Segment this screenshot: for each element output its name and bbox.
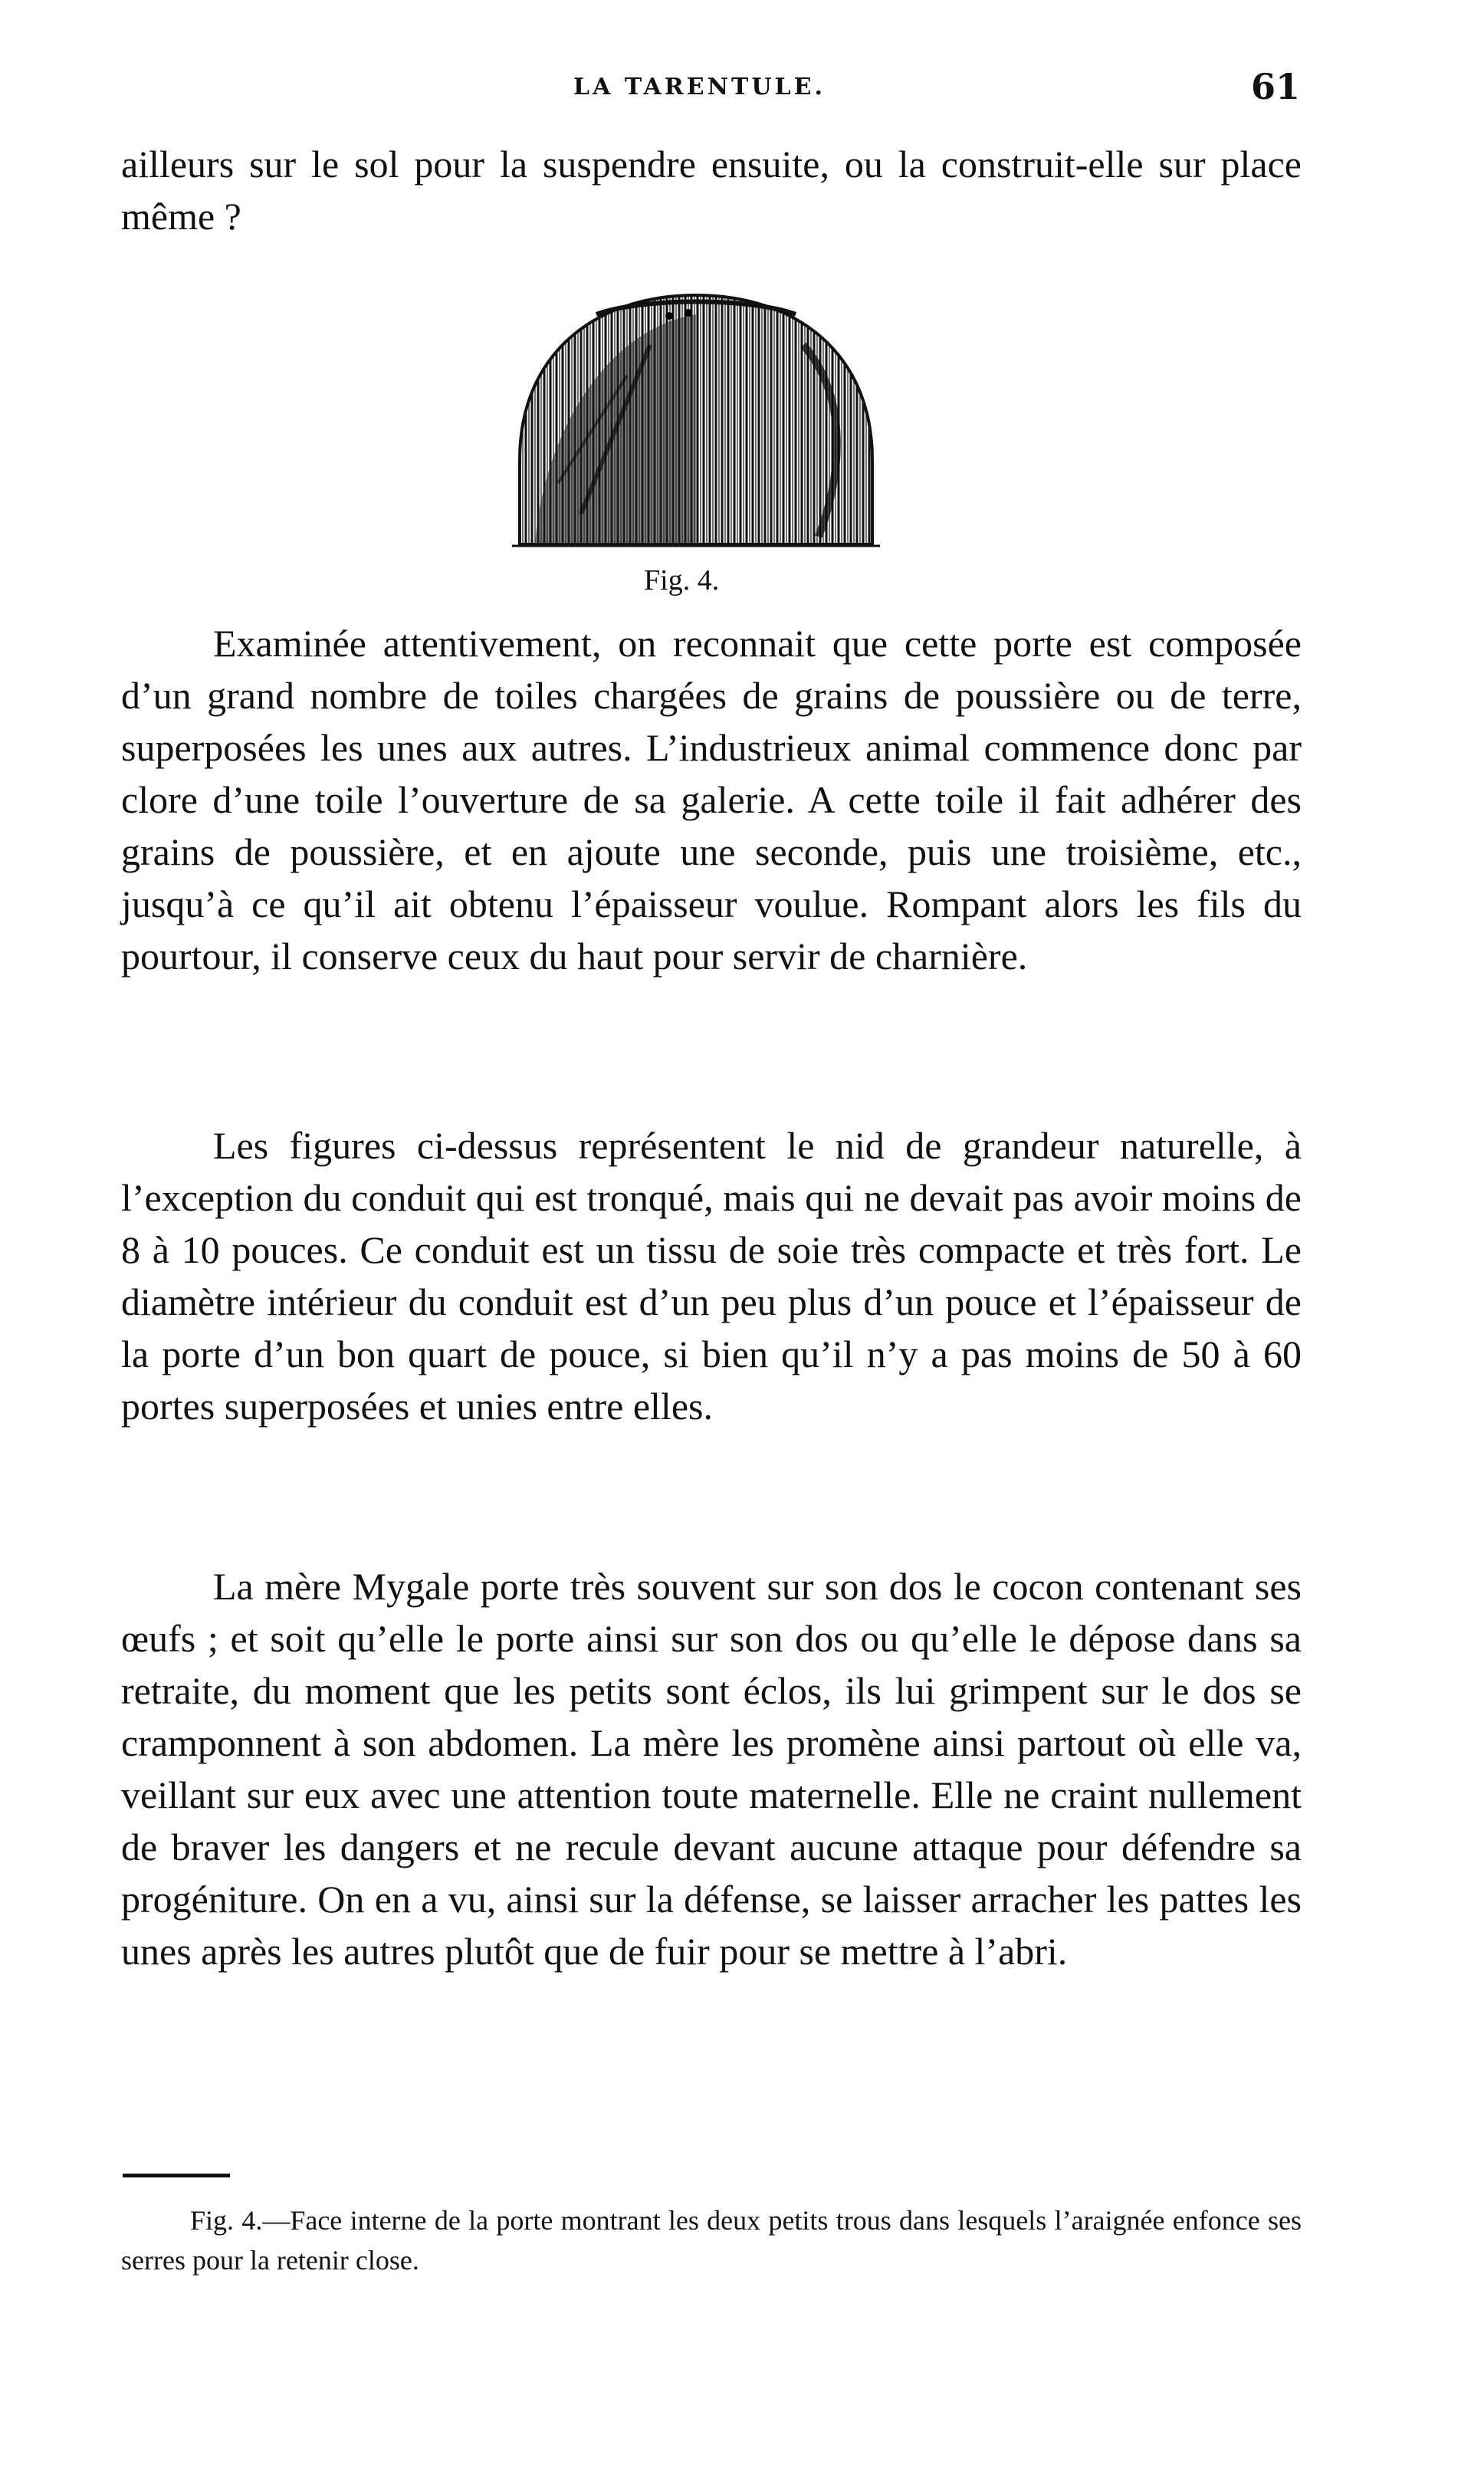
paragraph-1	[121, 617, 1302, 982]
page-number: 61	[1250, 66, 1300, 107]
paragraph-text: Les figures ci-dessus représentent le nid de grandeur naturelle, à l’exception du conduit qui est tronqué, mais qui ne devait pas avoir moins de 8 à 10 pouces. Ce conduit est un tissu de soie très compacte et très fort. Le diamètre intérieur du conduit est d’un peu plus d’un pouce et l’épaisseur de la porte d’un bon quart de pouce, si bien qu’il n’y a pas moins de 50 à 60 portes superposées et unies entre elles.	[121, 1124, 1302, 1428]
paragraph-3	[121, 1560, 1302, 1977]
running-title: LA TARENTULE.	[573, 74, 826, 100]
continued-paragraph	[121, 138, 1302, 242]
figure-label: Fig. 4.	[644, 564, 720, 596]
paragraph-text: La mère Mygale porte très souvent sur son dos le cocon contenant ses œufs ; et soit qu’elle le porte ainsi sur son dos ou qu’elle le dépose dans sa retraite, du moment que les petits sont éclos, ils lui grimpent sur le dos se cramponnent à son abdomen. La mère les promène ainsi partout où elle va, veillant sur eux avec une attention toute maternelle. Elle ne craint nullement de braver les dangers et ne recule devant aucune attaque pour défendre sa progéniture. On en a vu, ainsi sur la défense, se laisser arracher les pattes les unes après les autres plutôt que de fuir pour se mettre à l’abri.	[121, 1565, 1302, 1973]
footnote-separator	[123, 2174, 230, 2177]
paragraph-text: ailleurs sur le sol pour la suspendre ensuite, ou la construit-elle sur place même ?	[121, 143, 1302, 238]
footnote: Fig. 4.—Face interne de la porte montrant les deux petits trous dans lesquels l’araignée enfonce ses serres pour la retenir close.	[121, 2205, 1302, 2276]
claw-hole-left	[665, 312, 673, 320]
claw-hole-right	[685, 309, 692, 317]
trapdoor-illustration	[512, 284, 880, 552]
paragraph-2	[121, 1119, 1302, 1432]
paragraph-text: Examinée attentivement, on reconnait que cette porte est composée d’un grand nombre de toiles chargées de grains de poussière ou de terre, superposées les unes aux autres. L’industrieux animal commence donc par clore d’une toile l’ouverture de sa galerie. A cette toile il fait adhérer des grains de poussière, et en ajoute une seconde, puis une troisième, etc., jusqu’à ce qu’il ait obtenu l’épaisseur voulue. Rompant alors les fils du pourtour, il conserve ceux du haut pour servir de charnière.	[121, 622, 1302, 978]
page-header	[121, 66, 1300, 117]
